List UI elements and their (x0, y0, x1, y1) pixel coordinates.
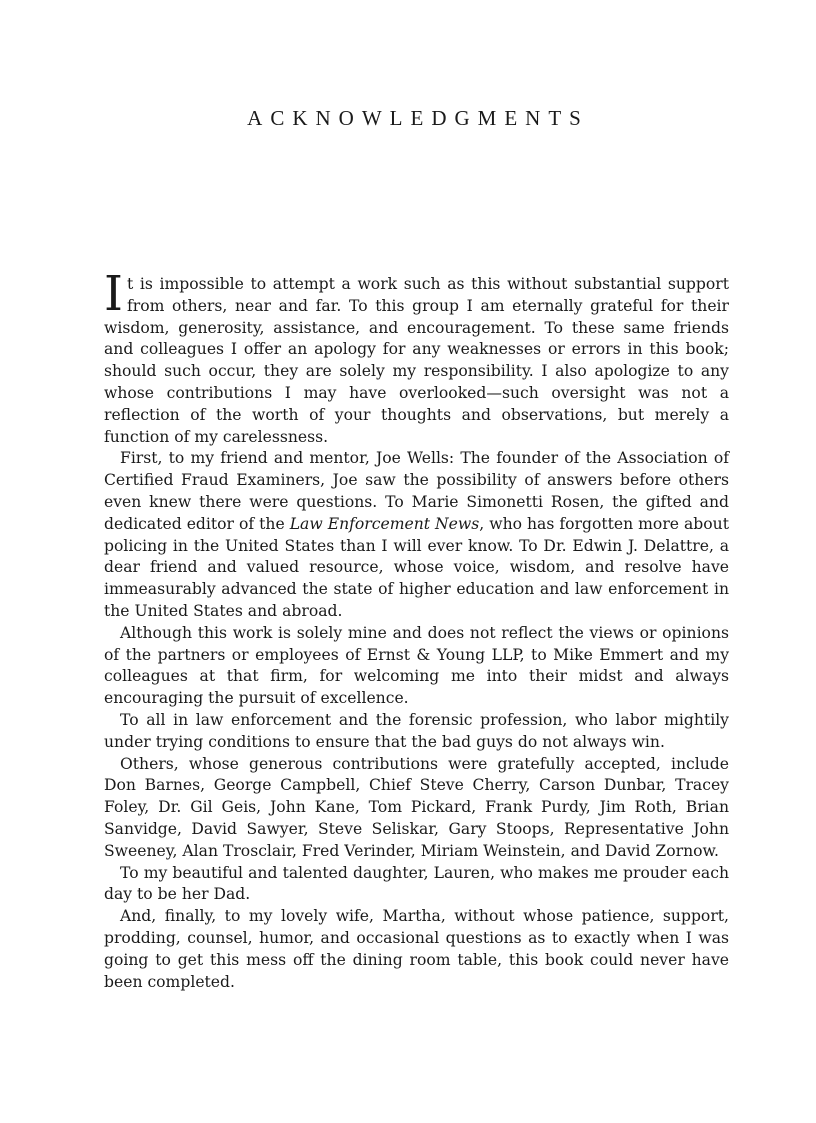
paragraph-mentors-text-end: , who has forgotten more about policing in the United States than I will ever know. To Dr. Edwin J. Delattre, a dear friend and valued resource, whose voice, wisdom, and resolve have immeasurably advanced the state of higher education and law enforcement in the United States and abroad. (104, 514, 729, 620)
paragraph-intro (104, 266, 729, 448)
publication-title: Law Enforcement News (289, 514, 480, 533)
page-title: ACKNOWLEDGMENTS (247, 106, 589, 130)
paragraph-law-enforcement: To all in law enforcement and the forensic profession, who labor mightily under trying conditions to ensure that the bad guys do not always win. (104, 710, 729, 751)
acknowledgments-body (104, 266, 729, 993)
paragraph-daughter: To my beautiful and talented daughter, Lauren, who makes me prouder each day to be her Dad. (104, 863, 729, 904)
paragraph-contributors: Others, whose generous contributions were gratefully accepted, include Don Barnes, George Campbell, Chief Steve Cherry, Carson Dunbar, Tracey Foley, Dr. Gil Geis, John Kane, Tom Pickard, Frank Purdy, Jim Roth, Brian Sanvidge, David Sawyer, Steve Seliskar, Gary Stoops, Representative John Sweeney, Alan Trosclair, Fred Verinder, Miriam Weinstein, and David Zornow. (104, 754, 729, 860)
paragraph-wife: And, finally, to my lovely wife, Martha, without whose patience, support, prodding, counsel, humor, and occasional questions as to exactly when I was going to get this mess off the dining room table, this book could never have been completed. (104, 907, 729, 991)
paragraph-mentors-text-start: First, to my friend and mentor, Joe Wells: The founder of the Association of Certified Fraud Examiners, Joe saw the possibility of answers before others even knew there were questions. To Marie Simonetti Rosen, the gifted and dedicated editor of the (104, 449, 729, 533)
paragraph-intro-text: t is impossible to attempt a work such as this without substantial support from others, near and far. To this group I am eternally grateful for their wisdom, generosity, assistance, and encouragement. To these same friends and colleagues I offer an apology for any weaknesses or errors in this book; should such occur, they are solely my responsibility. I also apologize to any whose contributions I may have overlooked—such oversight was not a reflection of the worth of your thoughts and observations, but merely a function of my carelessness. (104, 275, 729, 446)
drop-cap: I (104, 266, 123, 322)
paragraph-employer: Although this work is solely mine and does not reflect the views or opinions of the partners or employees of Ernst & Young LLP, to Mike Emmert and my colleagues at that firm, for welcoming me into their midst and always encouraging the pursuit of excellence. (104, 623, 729, 708)
paragraph-mentors (104, 448, 729, 622)
